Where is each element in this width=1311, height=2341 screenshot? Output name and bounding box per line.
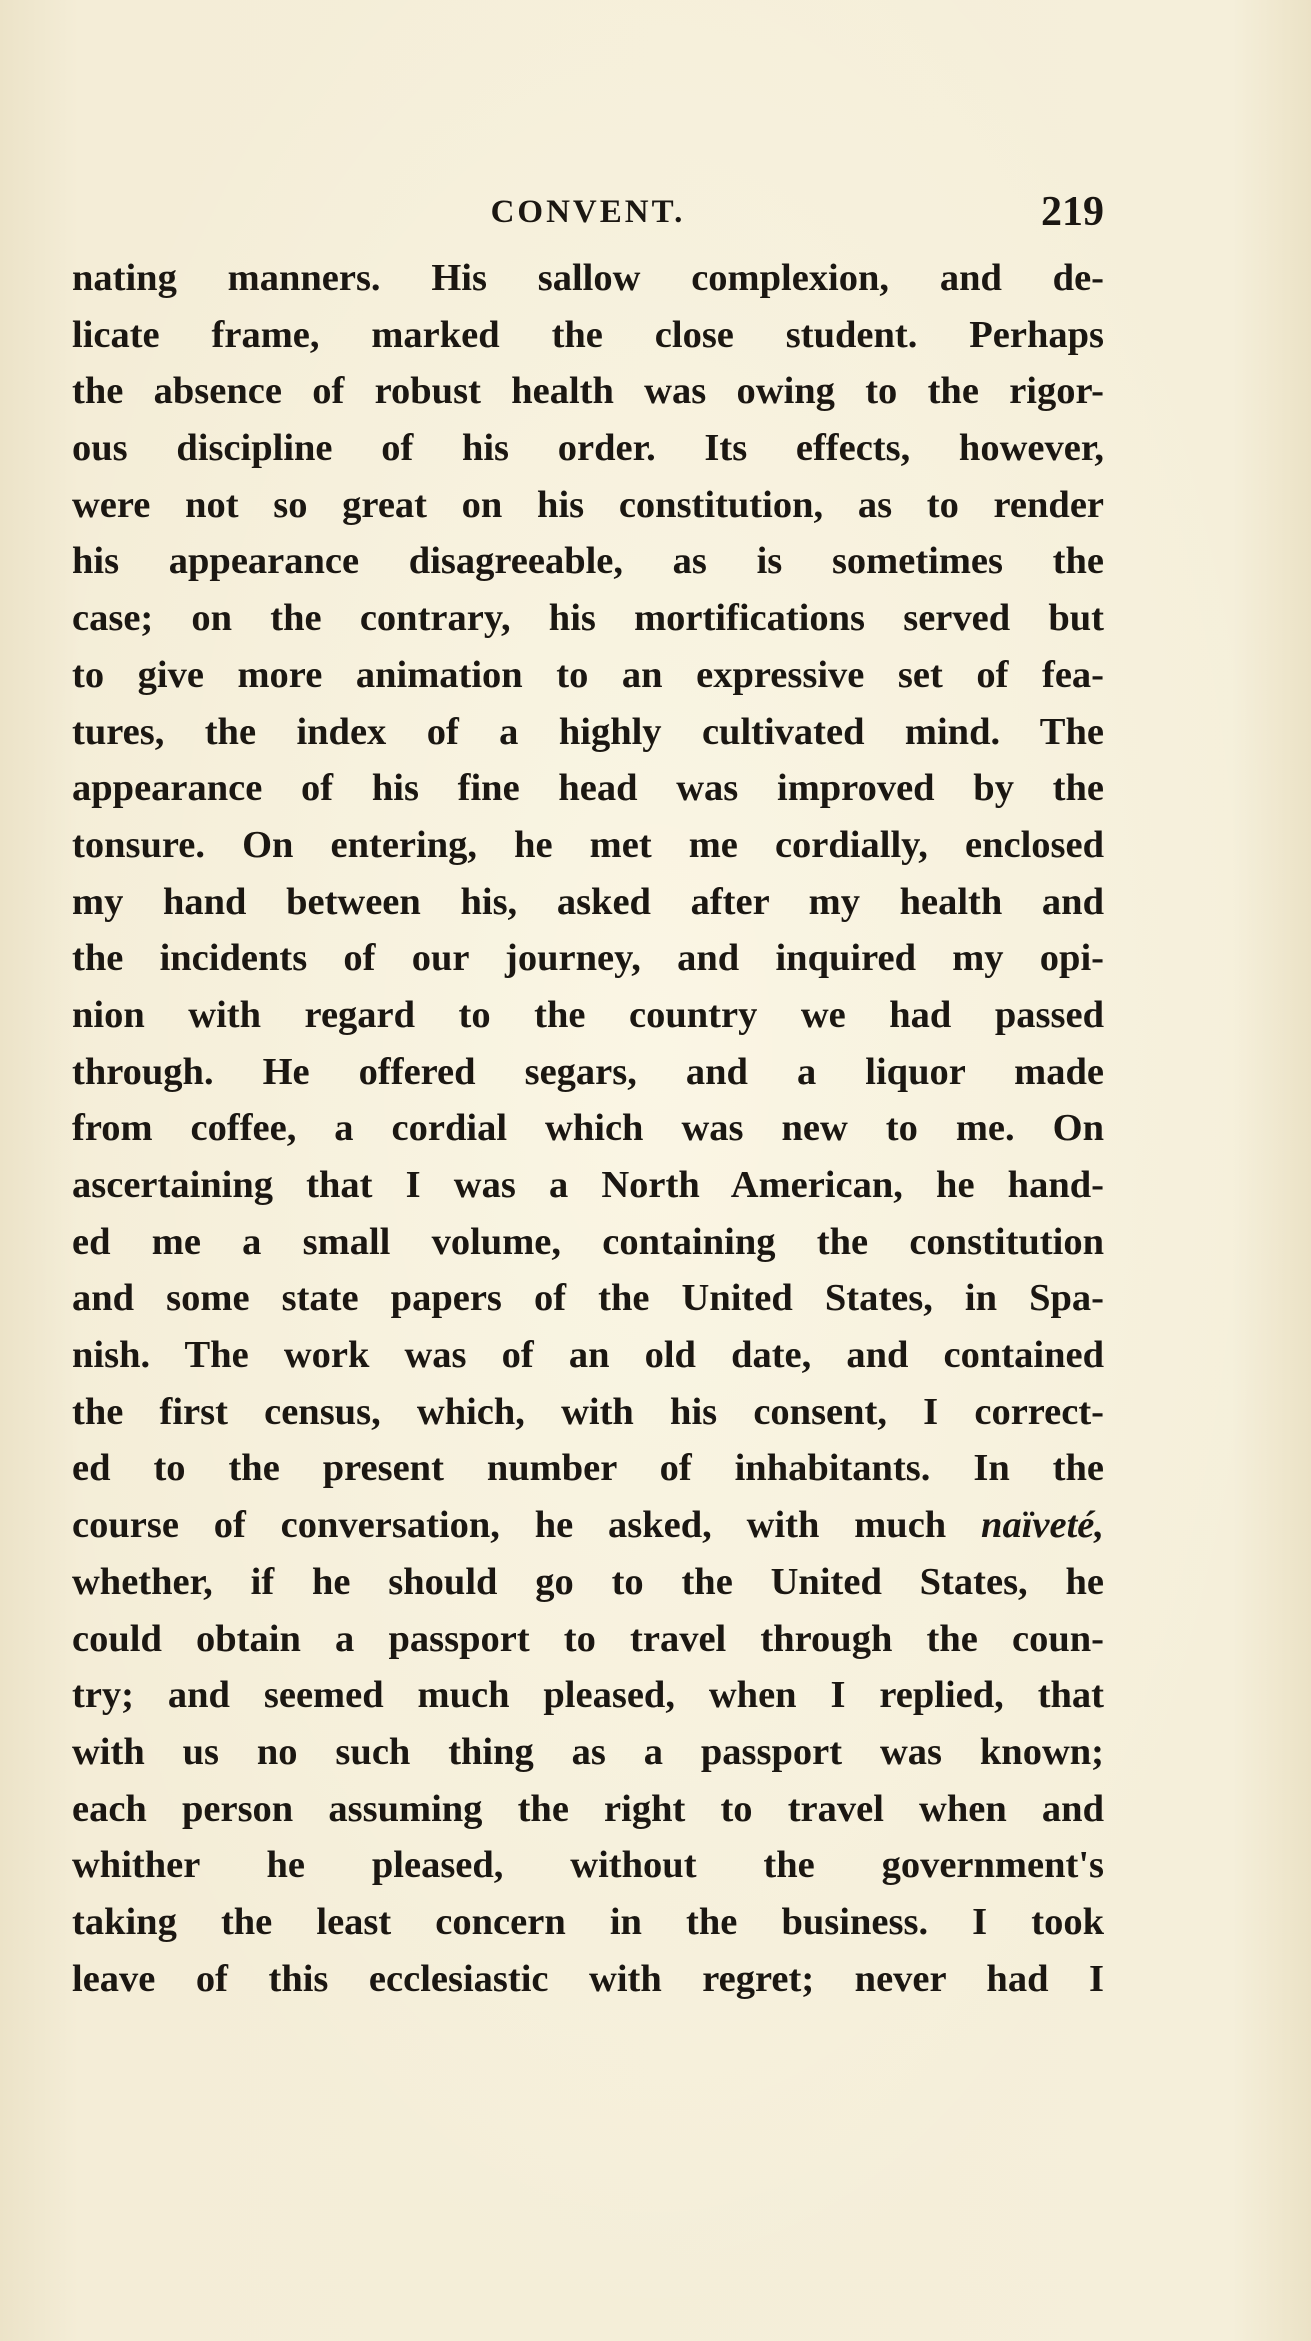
italic-word: naïveté, xyxy=(981,1504,1104,1547)
text-line: taking the least concern in the business. I took xyxy=(72,1900,1104,1943)
text-line: case; on the contrary, his mortifications served but xyxy=(72,597,1104,640)
text-line: licate frame, marked the close student. Perhaps xyxy=(72,313,1104,356)
text-line: whether, if he should go to the United States, he xyxy=(72,1560,1104,1603)
text-line: ascertaining that I was a North American, he hand- xyxy=(72,1164,1104,1206)
text-line: his appearance disagreeable, as is sometimes the xyxy=(72,540,1104,583)
text-line: the absence of robust health was owing to the rigor- xyxy=(72,370,1104,413)
text-line: the incidents of our journey, and inquired my opi- xyxy=(72,937,1104,980)
text-line: through. He offered segars, and a liquor made xyxy=(72,1050,1104,1093)
page-number: 219 xyxy=(1041,189,1104,235)
text-line: to give more animation to an expressive set of fea- xyxy=(72,653,1104,696)
text-line: were not so great on his constitution, as to render xyxy=(72,483,1104,526)
text-line: whither he pleased, without the government's xyxy=(72,1844,1104,1887)
text-line: nion with regard to the country we had passed xyxy=(72,993,1104,1036)
text-line: nish. The work was of an old date, and contained xyxy=(72,1334,1104,1377)
text-line: tonsure. On entering, he met me cordially, enclosed xyxy=(72,823,1104,866)
text-line: nating manners. His sallow complexion, and de- xyxy=(72,257,1104,299)
text-line: the first census, which, with his consent, I correct- xyxy=(72,1390,1104,1433)
text-line: ous discipline of his order. Its effects, however, xyxy=(72,427,1104,470)
text-line: ed to the present number of inhabitants. In the xyxy=(72,1447,1104,1490)
text-line-with-italic xyxy=(72,1497,1104,1554)
text-line: each person assuming the right to travel when and xyxy=(72,1787,1104,1830)
text-line: ed me a small volume, containing the constitution xyxy=(72,1220,1104,1263)
text-line: appearance of his fine head was improved by the xyxy=(72,767,1104,810)
text-line: and some state papers of the United States, in Spa- xyxy=(72,1277,1104,1320)
text-line: try; and seemed much pleased, when I replied, that xyxy=(72,1674,1104,1717)
chapter-running-title: CONVENT. xyxy=(490,194,686,230)
text-line: tures, the index of a highly cultivated mind. The xyxy=(72,710,1104,753)
text-line-segment: course of conversation, he asked, with much xyxy=(72,1504,947,1547)
text-line: with us no such thing as a passport was known; xyxy=(72,1730,1104,1773)
text-line: from coffee, a cordial which was new to me. On xyxy=(72,1107,1104,1150)
text-line: my hand between his, asked after my health and xyxy=(72,880,1104,923)
text-line: could obtain a passport to travel through the coun- xyxy=(72,1617,1104,1660)
running-head xyxy=(72,188,1104,244)
body-text xyxy=(72,250,1104,2007)
text-line: leave of this ecclesiastic with regret; never had I xyxy=(72,1957,1104,2000)
